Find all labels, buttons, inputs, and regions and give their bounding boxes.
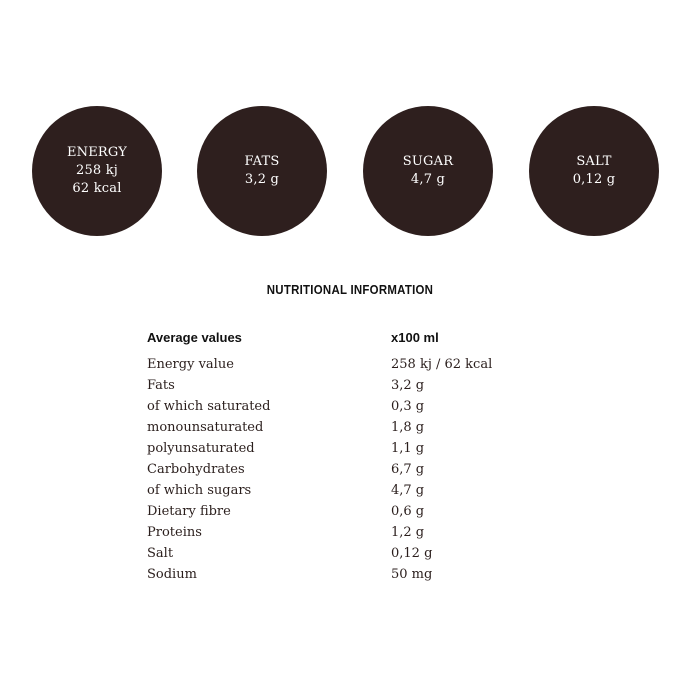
table-header-row	[147, 326, 567, 348]
row-label: Salt	[147, 546, 174, 561]
row-value: 1,8 g	[391, 420, 425, 435]
sugar-circle	[363, 106, 493, 236]
row-value: 0,12 g	[391, 546, 433, 561]
table-row	[147, 375, 567, 396]
row-value: 0,3 g	[391, 399, 425, 414]
table-row	[147, 459, 567, 480]
table-row	[147, 543, 567, 564]
salt-circle	[529, 106, 659, 236]
row-label: of which sugars	[147, 483, 252, 498]
fats-circle	[197, 106, 327, 236]
row-label: of which saturated	[147, 399, 271, 414]
table-row	[147, 396, 567, 417]
sugar-circle-title: SUGAR	[402, 154, 454, 169]
energy-circle-kj: 258 kj	[75, 163, 119, 178]
row-value: 1,2 g	[391, 525, 425, 540]
row-label: polyunsaturated	[147, 441, 255, 456]
row-label: Energy value	[147, 357, 234, 372]
energy-circle-kcal: 62 kcal	[72, 181, 122, 196]
row-value: 0,6 g	[391, 504, 425, 519]
salt-circle-title: SALT	[576, 154, 612, 169]
table-row	[147, 480, 567, 501]
table-row	[147, 417, 567, 438]
nutrient-circles	[0, 0, 700, 300]
header-value: x100 ml	[391, 329, 439, 345]
row-value: 3,2 g	[391, 378, 425, 393]
row-value: 258 kj / 62 kcal	[391, 357, 493, 372]
header-label: Average values	[147, 329, 242, 345]
row-label: Fats	[147, 378, 175, 393]
row-label: Proteins	[147, 525, 202, 540]
row-label: Sodium	[147, 567, 197, 582]
table-row	[147, 522, 567, 543]
row-value: 6,7 g	[391, 462, 425, 477]
nutrition-table-title: NUTRITIONAL INFORMATION	[266, 282, 434, 297]
salt-circle-value: 0,12 g	[572, 172, 616, 187]
row-label: Dietary fibre	[147, 504, 231, 519]
row-label: monounsaturated	[147, 420, 264, 435]
sugar-circle-value: 4,7 g	[410, 172, 446, 187]
row-value: 4,7 g	[391, 483, 425, 498]
fats-circle-value: 3,2 g	[244, 172, 280, 187]
row-value: 50 mg	[391, 567, 433, 582]
nutrition-table	[147, 326, 567, 585]
energy-circle	[32, 106, 162, 236]
fats-circle-title: FATS	[244, 154, 280, 169]
row-value: 1,1 g	[391, 441, 425, 456]
energy-circle-title: ENERGY	[66, 145, 128, 160]
table-row	[147, 501, 567, 522]
table-row	[147, 438, 567, 459]
table-row	[147, 564, 567, 585]
table-row	[147, 354, 567, 375]
row-label: Carbohydrates	[147, 462, 245, 477]
